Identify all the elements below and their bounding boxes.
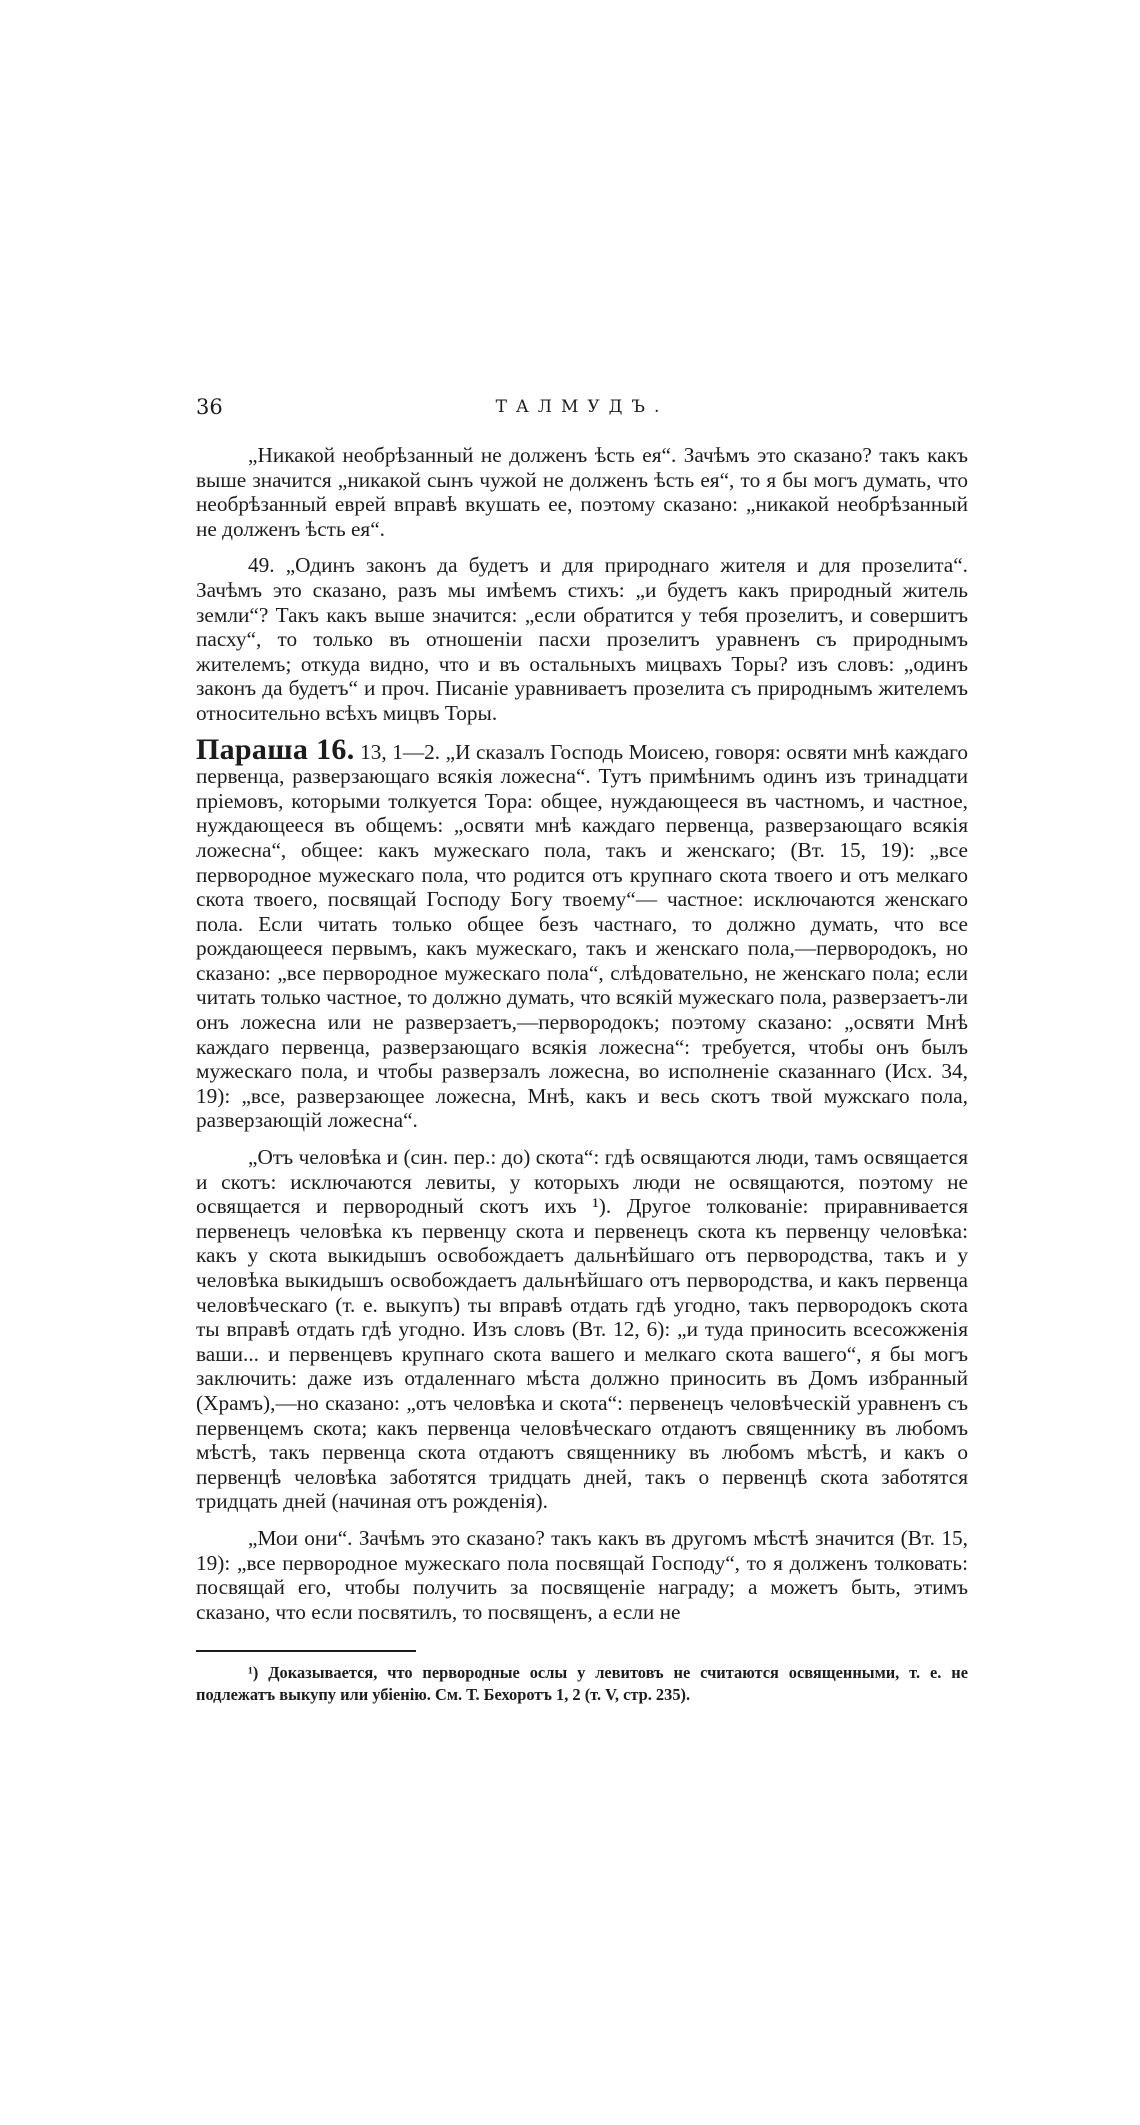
paragraph: „Мои они“. Зачѣмъ это сказано? такъ какъ въ другомъ мѣстѣ значится (Вт. 15, 19): „все первородное мужескаго пола посвящай Господу“, то я долженъ толковать: посвящай его, чтобы получить за посвященіе награду; а можетъ быть, этимъ сказано, что если посвятилъ, то посвященъ, а если не <box>196 1525 968 1624</box>
page-number: 36 <box>196 395 223 419</box>
paragraph-text: . Другое толкованіе: приравнивается первенецъ человѣка къ первенцу скота и первенецъ скота къ первенцу человѣка: какъ у скота выкидышъ освобождаетъ дальнѣйшаго отъ первородства, такъ и у человѣка выкидышъ освобождаетъ дальнѣйшаго отъ первородства, и какъ первенца человѣческаго (т. е. выкупъ) ты вправѣ отдать гдѣ угодно, такъ первородокъ скота ты вправѣ отдать гдѣ угодно. Изъ словъ (Вт. 12, 6): „и туда приносить всесожженія ваши... и первенцевъ крупнаго скота вашего и мелкаго скота вашего“, я бы могъ заключить: даже изъ отдаленнаго мѣста должно приносить въ Домъ избранный (Храмъ),—но сказано: „отъ человѣка и скота“: первенецъ человѣческій уравненъ съ первенцемъ скота; какъ первенца человѣческаго отдаютъ священнику въ любомъ мѣстѣ, такъ первенца скота отдаютъ священнику въ любомъ мѣстѣ, и какъ о первенцѣ человѣка заботятся тридцать дней, такъ о первенцѣ скота заботятся тридцать дней (начиная отъ рожденія). <box>196 1194 968 1514</box>
parasha-text: 13, 1—2. „И сказалъ Господь Моисею, говоря: освяти мнѣ каждаго первенца, разверзающаго всякія ложесна“. Тутъ примѣнимъ одинъ изъ тринадцати пріемовъ, которыми толкуется Тора: общее, нуждающееся въ частномъ, и частное, нуждающееся въ общемъ: „освяти мнѣ каждаго первенца, разверзающаго всякія ложесна“, общее: какъ мужескаго пола, такъ и женскаго; (Вт. 15, 19): „все первородное мужескаго пола, что родится отъ крупнаго скота твоего и отъ мелкаго скота твоего, посвящай Господу Богу твоему“— частное: исключаются женскаго пола. Если читать только общее безъ частнаго, то должно думать, что все рождающееся первымъ, какъ мужескаго, такъ и женскаго пола,—первородокъ, но сказано: „все первородное мужескаго пола“, слѣдовательно, не женскаго пола; если читать только частное, то должно думать, что всякій мужескаго пола, разверзаетъ-ли онъ ложесна или не разверзаетъ,—первородокъ; поэтому сказано: „освяти Мнѣ каждаго первенца, разверзающаго всякія ложесна“: требуется, чтобы онъ былъ мужескаго пола, и чтобы разверзалъ ложесна, во исполненіе сказаннаго (Исх. 34, 19): „все, разверзающее ложесна, Мнѣ, какъ и весь скотъ твой мужскаго пола, разверзающій ложесна“. <box>196 739 969 1133</box>
running-title: ТАЛМУДЪ. <box>495 397 669 417</box>
paragraph <box>196 1145 968 1514</box>
footnote-mark: ¹) <box>248 1663 259 1682</box>
paragraph: „Никакой необрѣзанный не долженъ ѣсть ея“. Зачѣмъ это сказано? такъ какъ выше значится „никакой сынъ чужой не долженъ ѣсть ея“, то я бы могъ думать, что необрѣзанный еврей вправѣ вкушать ее, поэтому сказано: „никакой необрѣзанный не долженъ ѣсть ея“. <box>196 443 968 541</box>
parasha-heading: Параша 16. <box>196 732 355 766</box>
page-header <box>196 395 968 431</box>
main-text <box>196 443 968 1636</box>
footnote-text: Доказывается, что первородные ослы у левитовъ не считаются освященными, т. е. не подлежатъ выкупу или убіенію. См. Т. Бехоротъ 1, 2 (т. V, стр. 235). <box>196 1663 968 1704</box>
footnote-divider <box>196 1650 416 1652</box>
footnote <box>196 1662 968 1706</box>
parasha-paragraph <box>196 732 969 1134</box>
paragraph-text: „Отъ человѣка и (син. пер.: до) скота“: гдѣ освящаются люди, тамъ освящается и скотъ: исключаются левиты, у которыхъ люди не освящаются, поэтому не освящается и первородный скотъ ихъ <box>196 1145 968 1219</box>
footnote-reference: ¹) <box>592 1194 606 1219</box>
paragraph: 49. „Одинъ законъ да будетъ и для природнаго жителя и для прозелита“. Зачѣмъ это сказано, разъ мы имѣемъ стихъ: „и будетъ какъ природный житель земли“? Такъ какъ выше значится: „если обратится у тебя прозелитъ, и совершитъ пасху“, то только въ отношеніи пасхи прозелитъ уравненъ съ природнымъ жителемъ; откуда видно, что и въ остальныхъ мицвахъ Торы? изъ словъ: „одинъ законъ да будетъ“ и проч. Писаніе уравниваетъ прозелита съ природнымъ жителемъ относительно всѣхъ мицвъ Торы. <box>196 553 968 725</box>
